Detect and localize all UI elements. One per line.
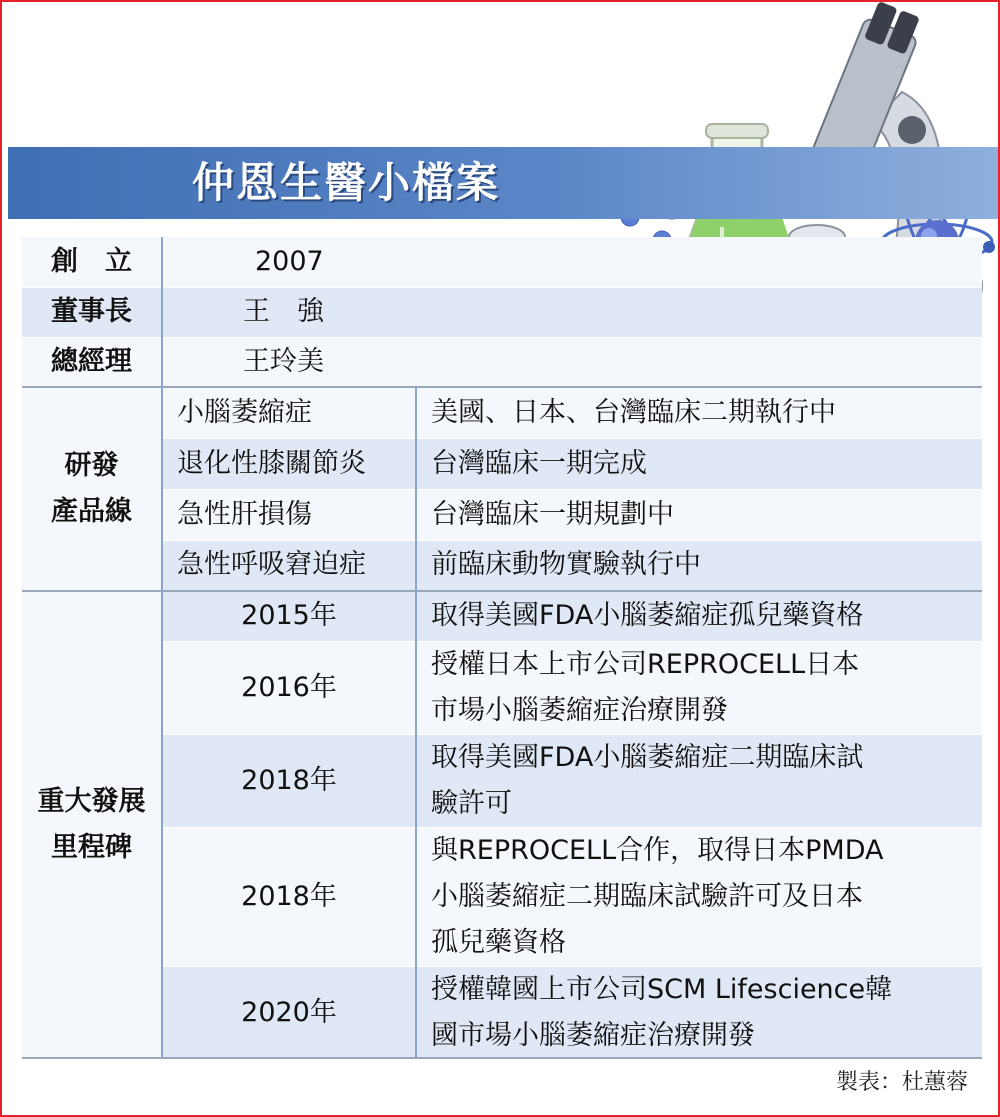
table-row (22, 287, 982, 337)
title-banner (8, 147, 998, 219)
section-label-line: 重大發展 (37, 786, 146, 818)
table-row (22, 489, 982, 540)
milestone-line: 國市場小腦萎縮症治療開發 (431, 1019, 755, 1051)
table-row (22, 966, 982, 1059)
profile-table (22, 237, 982, 1060)
milestone-text (416, 591, 982, 641)
milestone-line: 孤兒藥資格 (431, 926, 566, 958)
milestone-line: 小腦萎縮症二期臨床試驗許可及日本 (431, 880, 863, 912)
milestone-text (416, 966, 982, 1059)
field-value: 王玲美 (162, 337, 982, 387)
field-label: 總經理 (22, 337, 162, 387)
milestone-text (416, 641, 982, 734)
milestone-year: 2018年 (162, 734, 416, 827)
page-title: 仲恩生醫小檔案 (192, 158, 501, 207)
product-name: 急性呼吸窘迫症 (162, 540, 416, 591)
field-value: 2007 (162, 237, 982, 287)
table-row (22, 337, 982, 387)
table-row (22, 734, 982, 827)
product-name: 退化性膝關節炎 (162, 438, 416, 489)
section-label-line: 里程碑 (51, 832, 132, 864)
field-label: 創 立 (22, 237, 162, 287)
milestone-line: 授權韓國上市公司SCM Lifescience韓 (431, 973, 893, 1005)
milestone-year: 2018年 (162, 827, 416, 966)
field-value: 王 強 (162, 287, 982, 337)
product-name: 小腦萎縮症 (162, 387, 416, 438)
footer (22, 1057, 982, 1101)
section-label-line: 研發 (64, 450, 119, 481)
milestone-line: 市場小腦萎縮症治療開發 (431, 694, 728, 726)
table-row (22, 438, 982, 489)
table-row (22, 540, 982, 591)
milestone-line: 取得美國FDA小腦萎縮症孤兒藥資格 (431, 600, 864, 632)
section-label-milestones (22, 591, 162, 1059)
credit-text: 製表：杜蕙蓉 (835, 1070, 968, 1095)
table-row (22, 641, 982, 734)
milestone-line: 驗許可 (431, 787, 512, 819)
milestone-year: 2016年 (162, 641, 416, 734)
field-label: 董事長 (22, 287, 162, 337)
milestone-text (416, 734, 982, 827)
milestone-line: 與REPROCELL合作，取得日本PMDA (431, 834, 884, 866)
section-label-line: 產品線 (51, 496, 132, 527)
table-row (22, 591, 982, 641)
product-status: 台灣臨床一期規劃中 (416, 489, 982, 540)
product-status: 前臨床動物實驗執行中 (416, 540, 982, 591)
table-row (22, 237, 982, 287)
product-status: 台灣臨床一期完成 (416, 438, 982, 489)
section-label-rd (22, 387, 162, 591)
product-status: 美國、日本、台灣臨床二期執行中 (416, 387, 982, 438)
table-row (22, 387, 982, 438)
milestone-year: 2020年 (162, 966, 416, 1059)
table-row (22, 827, 982, 966)
milestone-year: 2015年 (162, 591, 416, 641)
milestone-line: 授權日本上市公司REPROCELL日本 (431, 648, 860, 680)
milestone-text (416, 827, 982, 966)
product-name: 急性肝損傷 (162, 489, 416, 540)
milestone-line: 取得美國FDA小腦萎縮症二期臨床試 (431, 741, 864, 773)
